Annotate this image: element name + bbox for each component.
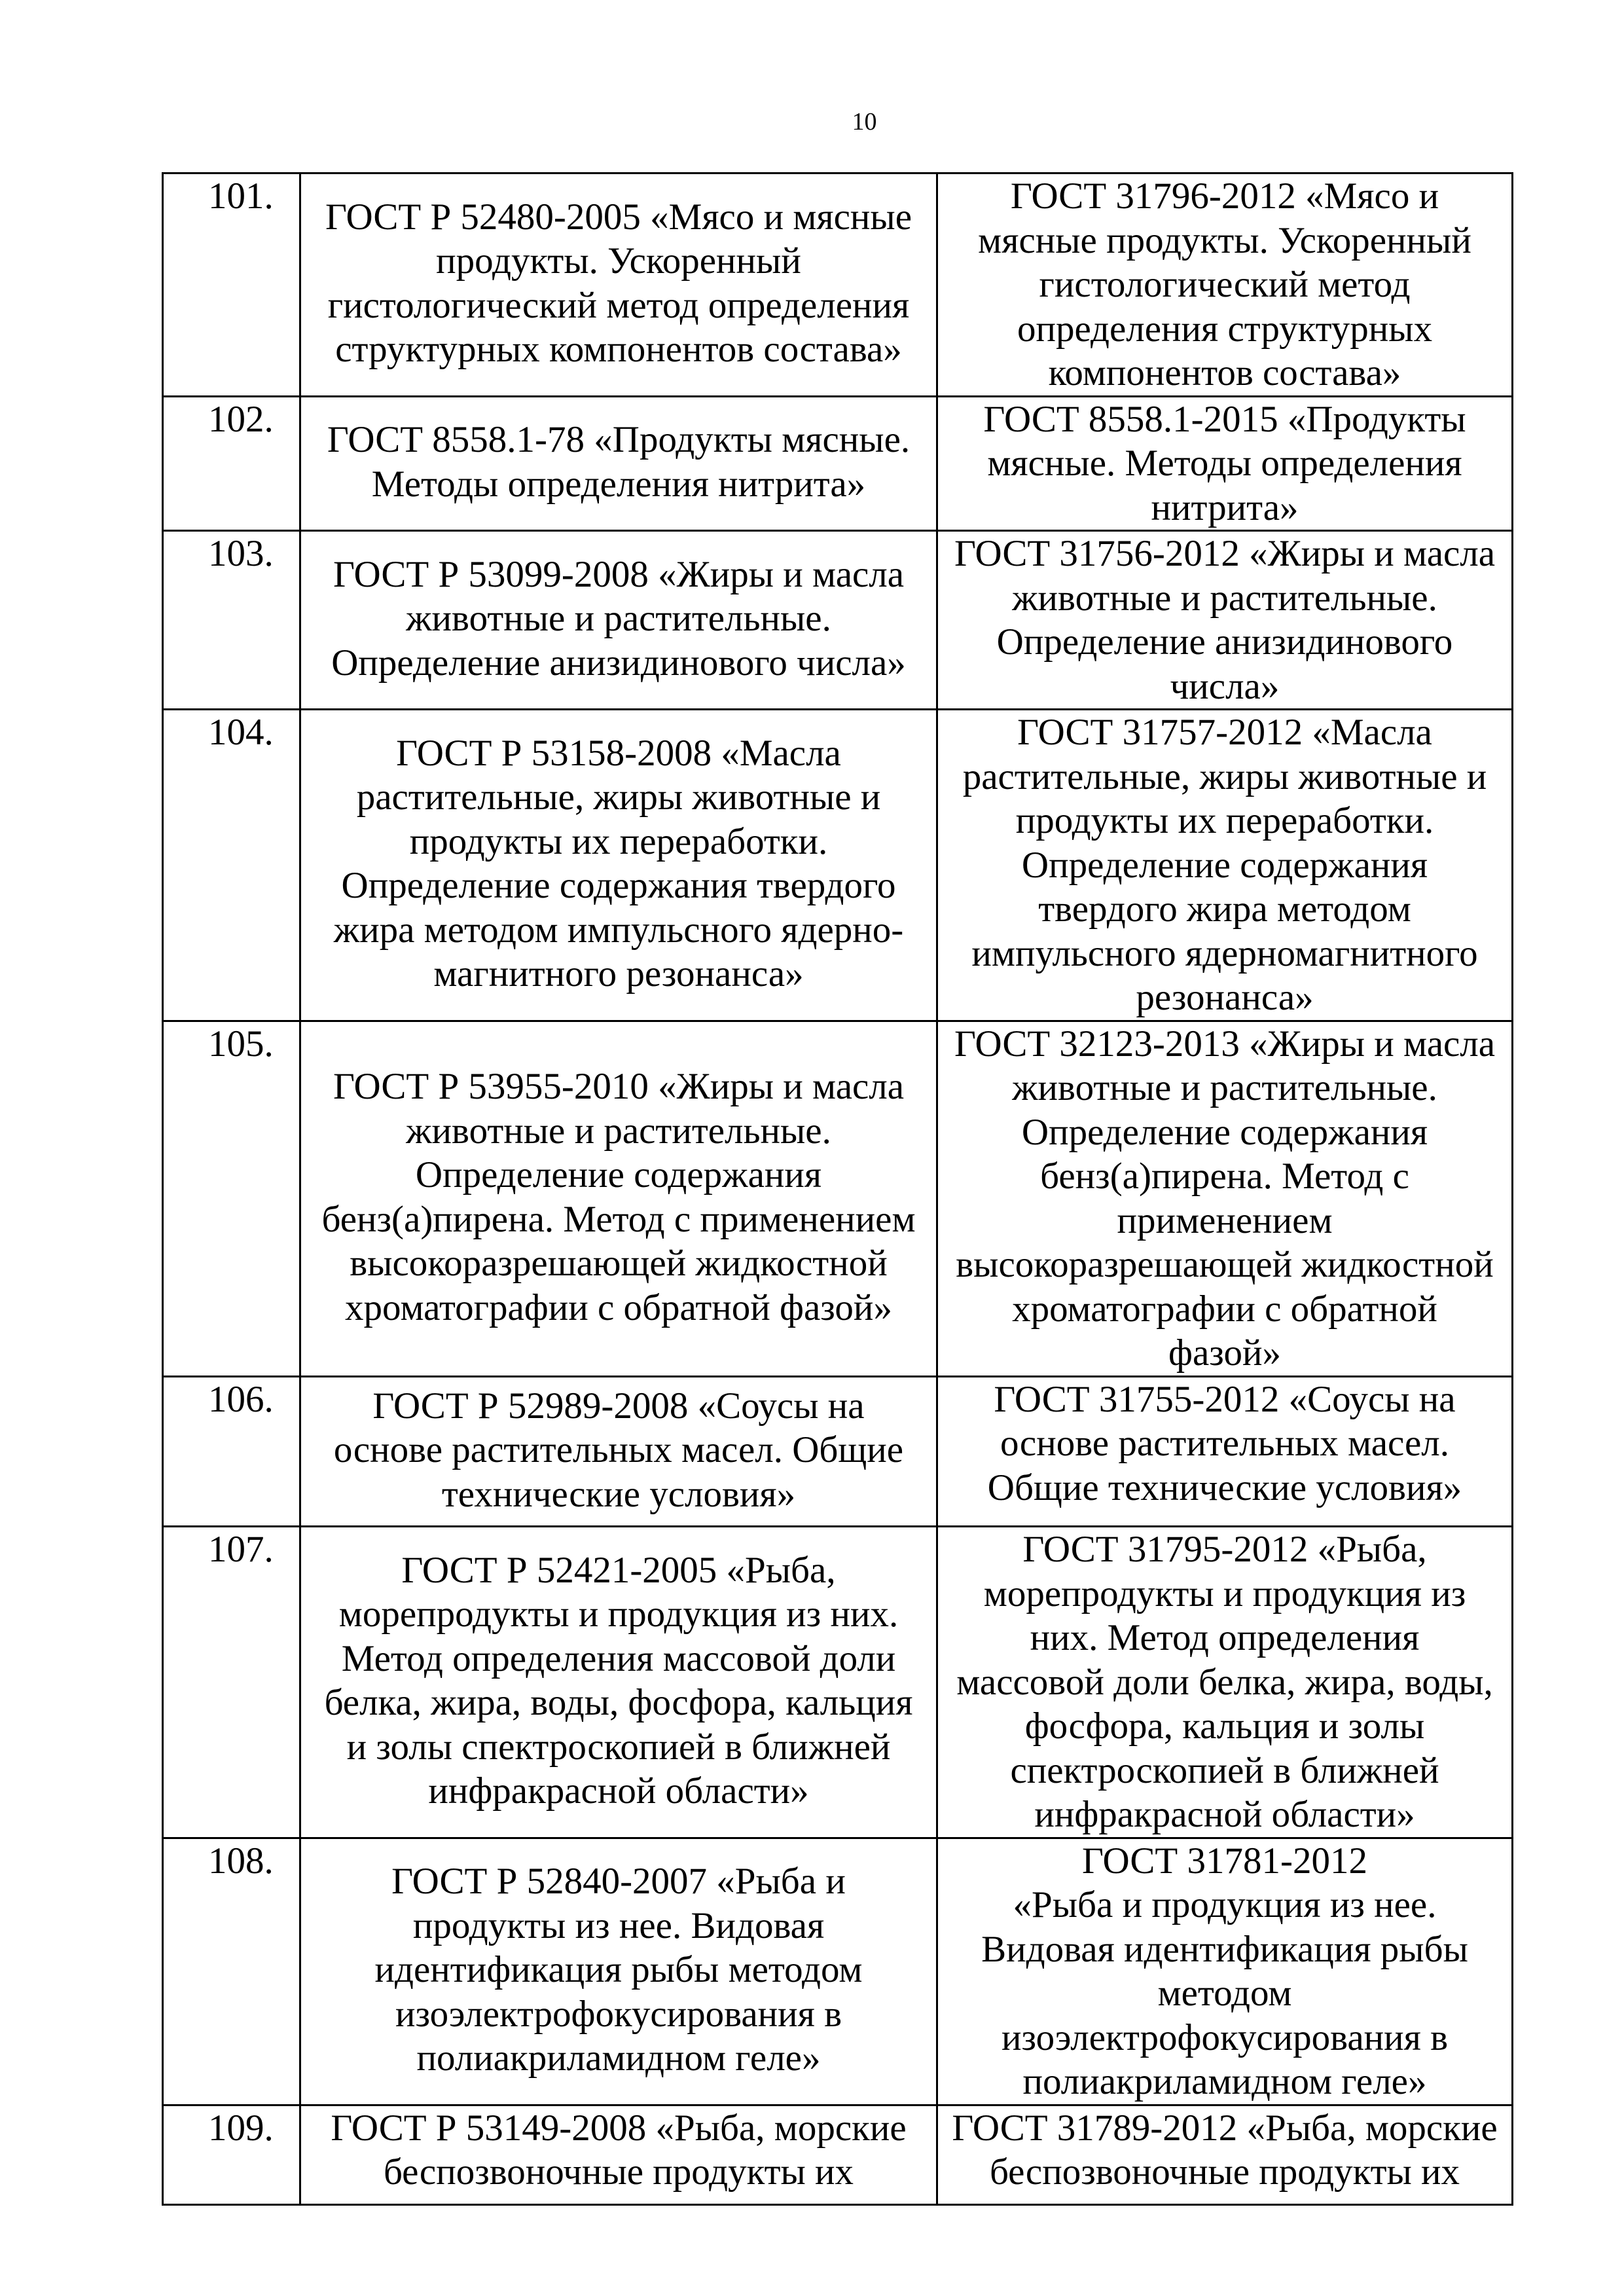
replaced-standard-text: ГОСТ Р 53955-2010 «Жиры и масла животные и растительные. Определение содержания бенз(а)пирена. Метод с применением высокоразрешающей жидкостной хроматографии с обратной фазой» bbox=[321, 1066, 916, 1328]
table-row bbox=[163, 396, 1513, 531]
row-number: 101. bbox=[163, 173, 300, 397]
new-standard-cell bbox=[937, 1376, 1513, 1527]
row-number: 104. bbox=[163, 710, 300, 1021]
replaced-standard-text: ГОСТ 8558.1-78 «Продукты мясные. Методы определения нитрита» bbox=[327, 419, 911, 505]
new-standard-text: ГОСТ 31795-2012 «Рыба, морепродукты и продукция из них. Метод определения массовой доли белка, жира, воды, фосфора, кальция и золы спектроскопией в ближней инфракрасной области» bbox=[956, 1529, 1493, 1835]
replaced-standard-text: ГОСТ Р 52421-2005 «Рыба, морепродукты и продукция из них. Метод определения массовой доли белка, жира, воды, фосфора, кальция и золы спектроскопией в ближней инфракрасной области» bbox=[324, 1549, 913, 1812]
replaced-standard-text: ГОСТ Р 53158-2008 «Масла растительные, жиры животные и продукты их переработки. Определение содержания твердого жира методом импульсного ядерно- магнитного резонанса» bbox=[333, 732, 904, 995]
new-standard-cell bbox=[937, 710, 1513, 1021]
replaced-standard-text: ГОСТ Р 52480-2005 «Мясо и мясные продукты. Ускоренный гистологический метод определения структурных компонентов состава» bbox=[325, 196, 912, 371]
new-standard-text: ГОСТ 31756-2012 «Жиры и масла животные и растительные. Определение анизидинового числа» bbox=[954, 533, 1496, 707]
new-standard-cell bbox=[937, 396, 1513, 531]
replaced-standard-cell bbox=[300, 1838, 937, 2105]
table-row bbox=[163, 531, 1513, 710]
replaced-standard-cell bbox=[300, 1021, 937, 1376]
replaced-standard-text: ГОСТ Р 53149-2008 «Рыба, морские беспозвоночные продукты их bbox=[331, 2107, 907, 2193]
table-row bbox=[163, 1376, 1513, 1527]
new-standard-cell bbox=[937, 531, 1513, 710]
new-standard-text: ГОСТ 8558.1-2015 «Продукты мясные. Методы определения нитрита» bbox=[983, 398, 1466, 528]
new-standard-text: ГОСТ 32123-2013 «Жиры и масла животные и растительные. Определение содержания бенз(а)пирена. Метод с применением высокоразрешающей жидкостной хроматографии с обратной фазой» bbox=[954, 1023, 1496, 1374]
replaced-standard-cell bbox=[300, 531, 937, 710]
row-number: 108. bbox=[163, 1838, 300, 2105]
table-row bbox=[163, 173, 1513, 397]
row-number: 106. bbox=[163, 1376, 300, 1527]
new-standard-cell bbox=[937, 1838, 1513, 2105]
new-standard-cell bbox=[937, 1021, 1513, 1376]
table-row bbox=[163, 1527, 1513, 1838]
replaced-standard-cell bbox=[300, 2105, 937, 2204]
table-row bbox=[163, 1021, 1513, 1376]
new-standard-cell bbox=[937, 2105, 1513, 2204]
table-row bbox=[163, 2105, 1513, 2204]
replaced-standard-cell bbox=[300, 710, 937, 1021]
new-standard-text: ГОСТ 31781-2012 «Рыба и продукция из нее. Видовая идентификация рыбы методом изоэлектрофокусирования в полиакриламидном геле» bbox=[981, 1840, 1468, 2102]
row-number: 109. bbox=[163, 2105, 300, 2204]
replaced-standard-cell bbox=[300, 173, 937, 397]
replaced-standard-text: ГОСТ Р 53099-2008 «Жиры и масла животные и растительные. Определение анизидинового числа» bbox=[331, 553, 906, 683]
replaced-standard-cell bbox=[300, 396, 937, 531]
row-number: 102. bbox=[163, 396, 300, 531]
new-standard-cell bbox=[937, 173, 1513, 397]
row-number: 107. bbox=[163, 1527, 300, 1838]
new-standard-cell bbox=[937, 1527, 1513, 1838]
new-standard-text: ГОСТ 31755-2012 «Соусы на основе растительных масел. Общие технические условия» bbox=[987, 1378, 1462, 1508]
replaced-standard-text: ГОСТ Р 52840-2007 «Рыба и продукты из нее. Видовая идентификация рыбы методом изоэлектрофокусирования в полиакриламидном геле» bbox=[374, 1861, 863, 2079]
new-standard-text: ГОСТ 31789-2012 «Рыба, морские беспозвоночные продукты их bbox=[952, 2107, 1498, 2193]
new-standard-text: ГОСТ 31757-2012 «Масла растительные, жиры животные и продукты их переработки. Определение содержания твердого жира методом импульсного ядерномагнитного резонанса» bbox=[962, 712, 1487, 1018]
replaced-standard-text: ГОСТ Р 52989-2008 «Соусы на основе растительных масел. Общие технические условия» bbox=[333, 1385, 904, 1515]
replaced-standard-cell bbox=[300, 1376, 937, 1527]
page-number: 10 bbox=[852, 108, 877, 136]
table-row bbox=[163, 1838, 1513, 2105]
row-number: 103. bbox=[163, 531, 300, 710]
new-standard-text: ГОСТ 31796-2012 «Мясо и мясные продукты. Ускоренный гистологический метод определения структурных компонентов состава» bbox=[978, 175, 1471, 393]
table-row bbox=[163, 710, 1513, 1021]
replaced-standard-cell bbox=[300, 1527, 937, 1838]
row-number: 105. bbox=[163, 1021, 300, 1376]
gost-replacement-table bbox=[162, 172, 1513, 2206]
